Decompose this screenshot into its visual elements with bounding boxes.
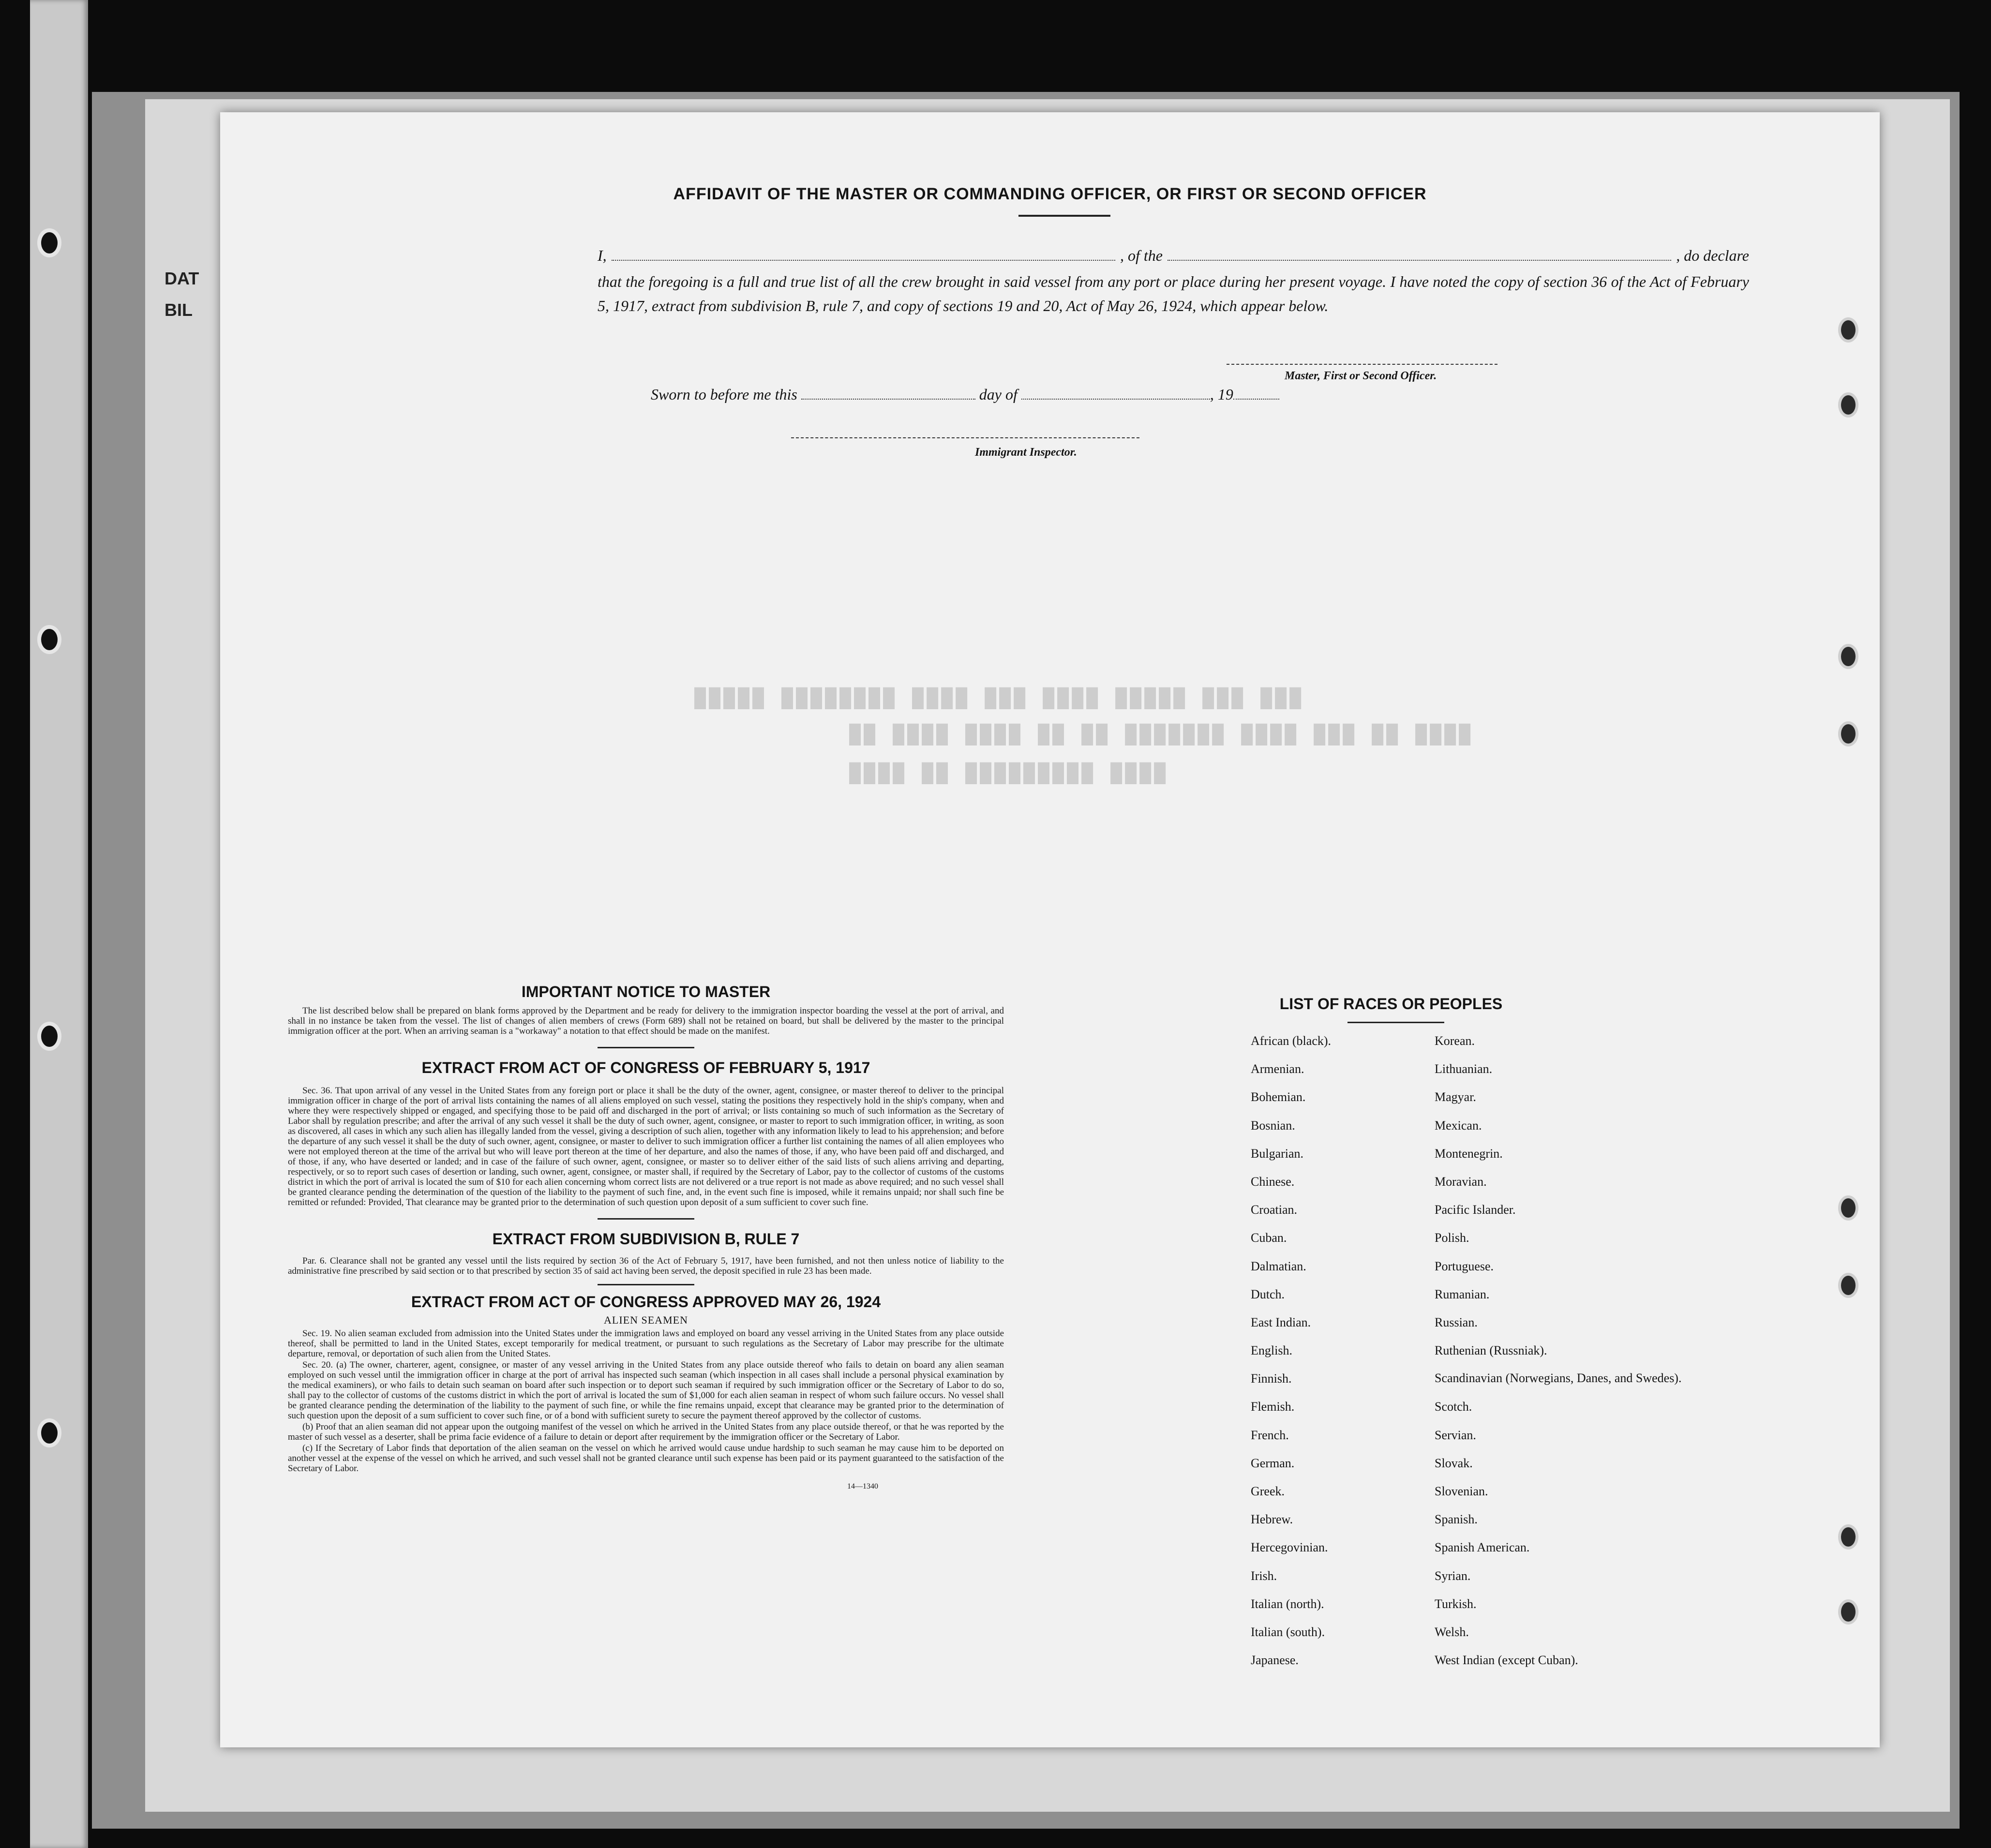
- title-divider: [1018, 215, 1110, 217]
- punch-hole: [1841, 1527, 1856, 1547]
- race-item: Mexican.: [1435, 1118, 1482, 1133]
- act-1924-section-19: Sec. 19. No alien seaman excluded from admission into the United States under the immigration laws and employed on board any vessel arriving in the United States from any place outside thereof, shall be permitted to land in the United States, except temporarily for medical treatment, or pursuant to such regulations as the Secretary of Labor may prescribe for the ultimate departure, removal, or deportation of such alien from the United States.: [288, 1328, 1004, 1359]
- race-item: Greek.: [1251, 1484, 1285, 1498]
- background-label: DAT: [165, 268, 199, 288]
- race-item: Chinese.: [1251, 1174, 1295, 1189]
- race-item: Welsh.: [1435, 1624, 1469, 1639]
- races-heading: LIST OF RACES OR PEOPLES: [1279, 995, 1503, 1013]
- race-item: Magyar.: [1435, 1090, 1476, 1104]
- sworn-line: [651, 386, 1279, 403]
- binder-hole: [41, 232, 58, 253]
- affidavit-body: that the foregoing is a full and true list of all the crew brought in said vessel from any port or place during her present voyage. I have noted the copy of section 36 of the Act of February 5, 1917, extract from subdivision B, rule 7, and copy of sections 19 and 20, Act of May 26, 1924, which appear below.: [598, 273, 1749, 314]
- race-item: Spanish.: [1435, 1512, 1478, 1527]
- do-declare-label: , do declare: [1676, 247, 1749, 264]
- race-item: Syrian.: [1435, 1568, 1471, 1583]
- binder-hole: [41, 1026, 58, 1047]
- race-item: Lithuanian.: [1435, 1062, 1493, 1076]
- race-item: Hercegovinian.: [1251, 1540, 1328, 1555]
- affidavit-title: AFFIDAVIT OF THE MASTER OR COMMANDING OFFICER, OR FIRST OR SECOND OFFICER: [673, 185, 1427, 203]
- sworn-day-field[interactable]: [801, 388, 975, 400]
- race-item: German.: [1251, 1456, 1295, 1470]
- race-item: Irish.: [1251, 1568, 1277, 1583]
- race-item: Slovak.: [1435, 1456, 1473, 1470]
- act-1924-section-20c: (c) If the Secretary of Labor finds that deportation of the alien seaman on the vessel on which he arrived would cause undue hardship to such seaman he may cause him to be deported on another vessel at the expense of the vessel on which he arrived, and such vessel shall not be granted clearance until such expense has been paid or its payment guaranteed to the satisfaction of the Secretary of Labor.: [288, 1443, 1004, 1474]
- punch-hole: [1841, 1198, 1856, 1218]
- declarant-name-field[interactable]: [612, 247, 1115, 261]
- races-list: [1251, 1034, 1725, 1681]
- master-signature-label: Master, First or Second Officer.: [1285, 370, 1437, 382]
- sworn-year-field[interactable]: [1233, 388, 1279, 400]
- binder-hole: [41, 629, 58, 650]
- i-label: I,: [598, 247, 607, 264]
- vessel-name-field[interactable]: [1168, 247, 1671, 261]
- notices-column: [288, 983, 1004, 1491]
- race-item: Russian.: [1435, 1315, 1478, 1329]
- race-item: Italian (north).: [1251, 1596, 1324, 1611]
- bleed-through-text: ██ ████ ████ ██ ██ ███████ ████ ███ ██ ████: [849, 724, 1474, 746]
- race-item: Scandinavian (Norwegians, Danes, and Swedes).: [1435, 1371, 1682, 1386]
- section-divider: [598, 1218, 694, 1220]
- punch-hole: [1841, 395, 1856, 415]
- race-item: Bohemian.: [1251, 1090, 1306, 1104]
- punch-hole: [1841, 320, 1856, 340]
- punch-hole: [1841, 647, 1856, 666]
- race-item: East Indian.: [1251, 1315, 1311, 1329]
- act-1924-section-20b: (b) Proof that an alien seaman did not appear upon the outgoing manifest of the vessel on which he arrived in the United States from any place outside thereof, or that he was reported by the master of such vessel as a deserter, shall be prima facie evidence of a failure to detain or deport after requirement by the immigration officer or the Secretary of Labor.: [288, 1422, 1004, 1442]
- year-prefix: , 19: [1210, 386, 1233, 403]
- bleed-through-text: ████ ██ █████████ ████: [849, 763, 1169, 785]
- act-1917-section-36: Sec. 36. That upon arrival of any vessel in the United States from any foreign port or place it shall be the duty of the owner, agent, consignee, or master thereof to deliver to the principal immigration officer in charge of the port of arrival lists containing the names of all aliens employed on such vessel, stating the positions they respectively hold in the ship's company, when and where they were respectively shipped or engaged, and specifying those to be paid off and discharged in the port of arrival; or lists containing so much of such information as the Secretary of Labor shall by regulation prescribe; and after the arrival of any such vessel it shall be the duty of such owner, agent, consignee, or master to report to such immigration officer, in writing, as soon as discovered, all cases in which any such alien has illegally landed from the vessel, giving a description of such alien, together with any information likely to lead to his apprehension; and before the departure of any such vessel it shall be the duty of such owner, agent, consignee, or master to deliver to such immigration officer a further list containing the names of all alien employees who were not employed thereon at the time of the arrival but who will leave port thereon at the time of her departure, and also the names of those, if any, who have been paid off and discharged, and of those, if any, who have deserted or landed; and in case of the failure of such owner, agent, consignee, or master so to deliver either of the said lists of such aliens arriving and departing, respectively, or so to report such cases of desertion or landing, such owner, agent, consignee, or master shall, if required by the Secretary of Labor, pay to the collector of customs of the customs district in which the port of arrival is located the sum of $10 for each alien concerning whom correct lists are not delivered or a true report is not made as above required; and no such vessel shall be granted clearance pending the determination of the question of the liability to the payment of such fine, and, in the event such fine is imposed, while it remains unpaid; nor shall such fine be remitted or refunded: Provided, That clearance may be granted prior to the determination of such question upon deposit of a sum sufficient to cover such fine.: [288, 1086, 1004, 1207]
- of-the-label: , of the: [1120, 247, 1163, 264]
- inspector-label: Immigrant Inspector.: [975, 446, 1077, 459]
- race-item: Polish.: [1435, 1231, 1469, 1245]
- punch-hole: [1841, 1602, 1856, 1622]
- race-item: Ruthenian (Russniak).: [1435, 1343, 1547, 1358]
- race-item: Spanish American.: [1435, 1540, 1530, 1555]
- punch-hole: [1841, 724, 1856, 744]
- race-item: Finnish.: [1251, 1371, 1292, 1386]
- binder-hole: [41, 1422, 58, 1444]
- race-item: English.: [1251, 1343, 1292, 1358]
- act-1917-heading: EXTRACT FROM ACT OF CONGRESS OF FEBRUARY 5, 1917: [421, 1059, 870, 1076]
- race-item: Flemish.: [1251, 1400, 1295, 1414]
- races-column-2: [1435, 1034, 1725, 1681]
- act-1924-heading: EXTRACT FROM ACT OF CONGRESS APPROVED MAY 26, 1924: [411, 1293, 881, 1311]
- day-of-label: day of: [979, 386, 1018, 403]
- race-item: Dutch.: [1251, 1287, 1285, 1301]
- race-item: Dalmatian.: [1251, 1259, 1306, 1273]
- master-signature-field[interactable]: [1227, 364, 1497, 365]
- race-item: Italian (south).: [1251, 1624, 1325, 1639]
- sworn-prefix: Sworn to before me this: [651, 386, 797, 403]
- sworn-month-field[interactable]: [1021, 388, 1210, 400]
- race-item: Bulgarian.: [1251, 1146, 1304, 1161]
- race-item: Armenian.: [1251, 1062, 1304, 1076]
- notice-to-master-text: The list described below shall be prepared on blank forms approved by the Department and be ready for delivery to the immigration inspector boarding the vessel at the port of arrival, and shall in no instance be taken from the vessel. The list of changes of alien members of crews (Form 689) shall not be retained on board, but shall be delivered by the master to the principal immigration officer at the port. When an arriving seaman is a "workaway" a notation to that effect should be made on the manifest.: [288, 1006, 1004, 1036]
- declarant-line: [598, 247, 1749, 265]
- races-column-1: [1251, 1034, 1435, 1681]
- races-divider: [1347, 1022, 1444, 1023]
- race-item: Korean.: [1435, 1034, 1475, 1048]
- background-label: BIL: [165, 300, 193, 320]
- race-item: West Indian (except Cuban).: [1435, 1653, 1578, 1668]
- punch-hole: [1841, 1276, 1856, 1295]
- race-item: Portuguese.: [1435, 1259, 1494, 1273]
- race-item: Cuban.: [1251, 1231, 1287, 1245]
- race-item: Pacific Islander.: [1435, 1203, 1516, 1217]
- race-item: Servian.: [1435, 1428, 1476, 1442]
- bleed-through-text: █████ ████████ ████ ███ ████ █████ ███ ███: [694, 688, 1304, 710]
- act-1924-section-20a: Sec. 20. (a) The owner, charterer, agent, consignee, or master of any vessel arriving in the United States from any place outside thereof who fails to detain on board any alien seaman employed on such vessel until the immigration officer in charge at the port of arrival has inspected such seaman (which inspection in all cases shall include a personal physical examination by the medical examiners), or who fails to detain such seaman on board after such inspection or to deport such seaman if required by such immigration officer or the Secretary of Labor to do so, shall pay to the collector of customs of the customs district in which the port of arrival is located the sum of $1,000 for each alien seaman in respect of whom such failure occurs. No vessel shall be granted clearance pending the determination of the liability to the payment of such fine, or while the fine remains unpaid, except that clearance may be granted prior to the determination of such question upon the deposit of a sum sufficient to cover such fine, or of a bond with sufficient surety to secure the payment thereof approved by the collector of customs.: [288, 1360, 1004, 1421]
- alien-seamen-subheading: ALIEN SEAMEN: [604, 1314, 688, 1326]
- rule-7-heading: EXTRACT FROM SUBDIVISION B, RULE 7: [492, 1230, 800, 1248]
- race-item: Moravian.: [1435, 1174, 1487, 1189]
- race-item: African (black).: [1251, 1034, 1332, 1048]
- race-item: Montenegrin.: [1435, 1146, 1503, 1161]
- race-item: Japanese.: [1251, 1653, 1299, 1668]
- document-page: [220, 112, 1880, 1747]
- race-item: Bosnian.: [1251, 1118, 1295, 1133]
- race-item: Rumanian.: [1435, 1287, 1490, 1301]
- binder-strip: [30, 0, 88, 1848]
- section-divider: [598, 1284, 694, 1285]
- form-number: 14—1340: [847, 1482, 878, 1490]
- race-item: Croatian.: [1251, 1203, 1298, 1217]
- race-item: Slovenian.: [1435, 1484, 1488, 1498]
- race-item: French.: [1251, 1428, 1289, 1442]
- notice-to-master-heading: IMPORTANT NOTICE TO MASTER: [521, 983, 771, 1000]
- section-divider: [598, 1047, 694, 1048]
- race-item: Turkish.: [1435, 1596, 1477, 1611]
- rule-7-paragraph-6: Par. 6. Clearance shall not be granted any vessel until the lists required by section 36 of the Act of February 5, 1917, have been furnished, and not then unless notice of liability to the administrative fine prescribed by said section or to that prescribed by section 35 of said act having been served, the deposit specified in rule 23 has been made.: [288, 1256, 1004, 1276]
- race-item: Hebrew.: [1251, 1512, 1293, 1527]
- race-item: Scotch.: [1435, 1400, 1472, 1414]
- inspector-signature-field[interactable]: [791, 437, 1139, 438]
